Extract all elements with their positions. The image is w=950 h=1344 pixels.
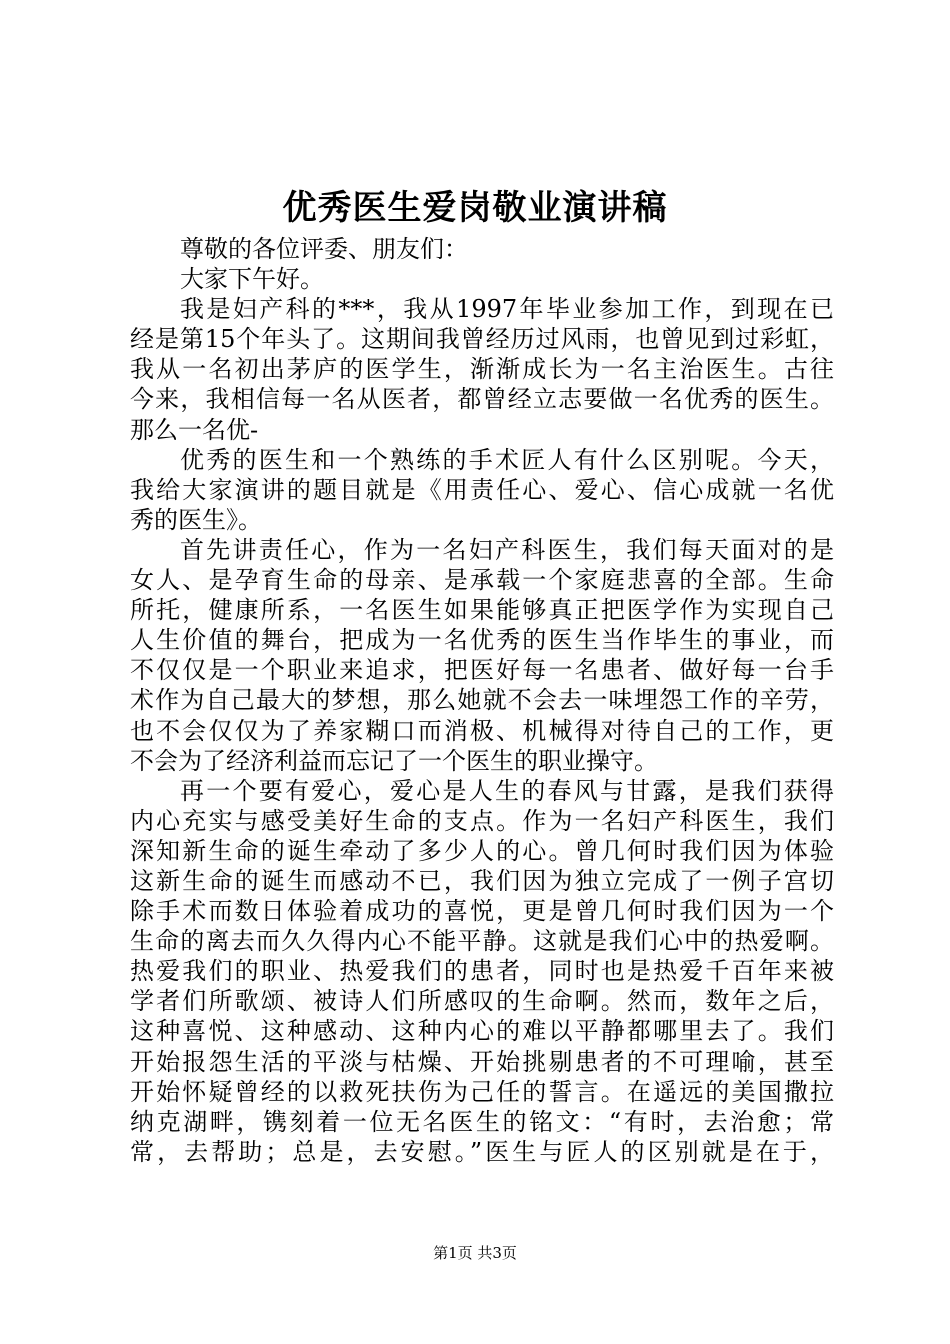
text-line: 也不会仅仅为了养家糊口而消极、机械得对待自己的工作，更 xyxy=(130,716,834,745)
text-line: 我从一名初出茅庐的医学生，渐渐成长为一名主治医生。古往 xyxy=(130,355,834,384)
text-line: 生命的离去而久久得内心不能平静。这就是我们心中的热爱啊。 xyxy=(130,927,834,956)
text-line: 我给大家演讲的题目就是《用责任心、爱心、信心成就一名优 xyxy=(130,475,834,504)
text-line: 所托，健康所系，一名医生如果能够真正把医学作为实现自己 xyxy=(130,596,834,625)
text-line: 女人、是孕育生命的母亲、是承载一个家庭悲喜的全部。生命 xyxy=(130,566,834,595)
text-line: 尊敬的各位评委、朋友们： xyxy=(180,235,468,263)
text-line: 我是妇产科的***，我从1997年毕业参加工作，到现在已 xyxy=(180,295,834,324)
document-body xyxy=(130,234,834,1167)
text-line: 优秀的医生和一个熟练的手术匠人有什么区别呢。今天， xyxy=(180,445,834,474)
text-line: 热爱我们的职业、热爱我们的患者，同时也是热爱千百年来被 xyxy=(130,957,834,986)
text-line: 秀的医生》。 xyxy=(130,505,262,534)
text-line: 常，去帮助；总是，去安慰。”医生与匠人的区别就是在于， xyxy=(130,1137,834,1166)
text-line: 经是第15个年头了。这期间我曾经历过风雨，也曾见到过彩虹， xyxy=(130,325,834,354)
text-line: 纳克湖畔，镌刻着一位无名医生的铭文：“有时，去治愈；常 xyxy=(130,1107,834,1136)
text-line: 不仅仅是一个职业来追求，把医好每一名患者、做好每一台手 xyxy=(130,656,834,685)
text-line: 那么一名优- xyxy=(130,415,259,444)
text-line: 开始报怨生活的平淡与枯燥、开始挑剔患者的不可理喻，甚至 xyxy=(130,1047,834,1076)
text-line: 术作为自己最大的梦想，那么她就不会去一味埋怨工作的辛劳， xyxy=(130,686,834,715)
text-line: 今来，我相信每一名从医者，都曾经立志要做一名优秀的医生。 xyxy=(130,385,834,414)
document-title: 优秀医生爱岗敬业演讲稿 xyxy=(282,188,668,228)
text-line: 首先讲责任心，作为一名妇产科医生，我们每天面对的是 xyxy=(180,535,834,564)
text-line: 人生价值的舞台，把成为一名优秀的医生当作毕生的事业，而 xyxy=(130,626,834,655)
text-line: 深知新生命的诞生牵动了多少人的心。曾几何时我们因为体验 xyxy=(130,836,834,865)
text-line: 再一个要有爱心，爱心是人生的春风与甘露，是我们获得 xyxy=(180,776,834,805)
text-line: 不会为了经济利益而忘记了一个医生的职业操守。 xyxy=(130,746,658,775)
text-line: 大家下午好。 xyxy=(180,265,324,294)
text-line: 学者们所歌颂、被诗人们所感叹的生命啊。然而，数年之后， xyxy=(130,987,834,1016)
page-footer: 第1页 共3页 xyxy=(433,1244,517,1262)
text-line: 内心充实与感受美好生命的支点。作为一名妇产科医生，我们 xyxy=(130,806,834,835)
text-line: 这新生命的诞生而感动不已，我们因为独立完成了一例子宫切 xyxy=(130,866,834,895)
text-line: 这种喜悦、这种感动、这种内心的难以平静都哪里去了。我们 xyxy=(130,1017,834,1046)
text-line: 开始怀疑曾经的以救死扶伤为己任的誓言。在遥远的美国撒拉 xyxy=(130,1077,834,1106)
text-line: 除手术而数日体验着成功的喜悦，更是曾几何时我们因为一个 xyxy=(130,897,834,926)
